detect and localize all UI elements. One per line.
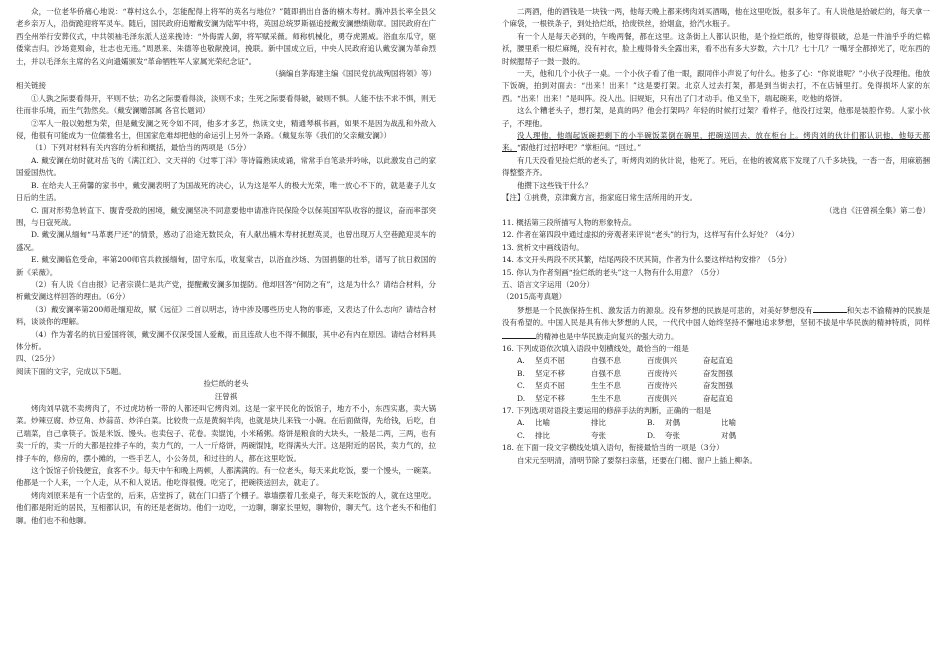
- option-choice: 坚贞不屈: [535, 381, 565, 391]
- option-choice: 奋起直追: [703, 356, 733, 366]
- fill-blank[interactable]: [813, 304, 847, 313]
- question-14: 14. 本文开头两段不厌其繁，结尾两段不厌其简，作者为什么要这样结构安排？（5分）: [502, 255, 792, 265]
- source-citation: （选自《汪曾祺全集》第二卷）: [825, 205, 930, 215]
- reading-paragraph: 众，一位老华侨痛心地说：“尊村这么小，怎能配得上将军的英名与地位？”随即捐出自备的楠木寿材。腾冲县长率全县父老乡亲万人，沿街跪迎将军灵车。随后，国民政府追赠戴安澜为陆军中将，英国总统罗斯福追授戴安澜懋绩勋章。国民政府在广西全州举行安葬仪式，中共领袖毛泽东派人送来挽诗：“外侮需人御，将军赋采薇。师称机械化，勇夺虎罴威。浴血东瓜守，驱倭棠吉归。沙场竟殒命，壮志也无违。”周恩来、朱德等也敬献挽词，挽联。新中国成立后，中央人民政府追认戴安澜为革命烈士，并以毛泽东主席的名义向遗孀颁发“革命牺牲军人家属光荣纪念证”。: [16, 7, 436, 66]
- story-paragraph: 他攒下这些钱干什么？: [517, 180, 592, 190]
- underlined-sentence: 没人理他，他端起饭碗把剩下的小半碗饭菜倒在碗里，把碗送回去，放在柜台上。烤肉刘的伙计们都认识他，他每天都来。: [502, 131, 930, 153]
- option-choice: 百废俱兴: [647, 393, 677, 403]
- option-row: [502, 380, 930, 392]
- story-paragraph: 烤肉刘早就不卖烤肉了，不过虎坊桥一带的人都还叫它烤肉刘。这是一家平民化的饭馆子，地方不小，东西实惠，卖大锅菜。炒辣豆腐、炒豆角、炒蒜苗、炒洋白菜。比较贵一点是黄焖羊肉，也就是块儿来钱一小碗。在后面做得，先给钱，后吃，自己端菜，自己拿筷子。饭是米饭、馒头。也卖包子、花卷。卖馄饨，小米稀粥。烙饼是粮食的大块头，一般是二两，三两，也有卖一斤的，卖一斤的大都是拉排子车的，卖力气的，一人一斤烙饼，两碗馄饨，吃得满头大汗。这是附近的居民，卖力气的，拉排子车的，修房的，摆小摊的，一些手艺人，小公务员，和过往的人，都在这里吃饭。: [16, 404, 436, 463]
- section-heading: 五、语言文字运用（20分）: [502, 279, 595, 289]
- question-15: 15. 你认为作者刻画“捡烂纸的老头”这一人物有什么用意？（5分）: [502, 267, 724, 277]
- question-18-text: 自宋元至明清，清明节除了要祭扫亲墓，还要在门楣、窗户上插上柳条。: [517, 455, 757, 465]
- option-choice: 奋发图强: [703, 368, 733, 378]
- option-letter: D.: [647, 430, 656, 440]
- option-choice: 夸张: [591, 430, 606, 440]
- related-link-item: ②军人一般以勉想为荣，但是戴安澜之死令如不同，他多才多艺，热读文史，精通琴棋书画，如果不是因为战乱和外敌入侵，他很有可能成为一位儒雅名士，但国家危难却把他的命运引上另外一条路。（戴复东等《我们的父亲戴安澜》）: [16, 118, 436, 141]
- question-stem: （3）戴安澜率第200师赴缅迎故，赋《远征》二首以明志，诗中涉及哪些历史人物的事迹，又表达了什么志向？请结合材料，谈谈你的理解。: [16, 304, 436, 327]
- option-letter: A.: [517, 418, 525, 428]
- option-row: [502, 430, 930, 442]
- footnote: 【注】①挑费，京津冀方言，指家庭日常生活所用的开支。: [502, 193, 697, 203]
- option-choice: 生生不息: [591, 393, 621, 403]
- option-choice: 奋发图强: [703, 381, 733, 391]
- instruction: 阅读下面的文字，完成以下5题。: [16, 366, 126, 376]
- option-letter: B.: [647, 418, 655, 428]
- question-16: 16. 下列成语依次填入语段中划横线处，最恰当的一组是: [502, 343, 689, 353]
- passage-text: 和矢志不渝精神的民族是没有希望的。中国人民是具有伟大梦想的人民，一代代中国人始终坚持不懈地追求梦想，坚韧不拔是中华民族的精神特质，同样: [502, 305, 931, 328]
- option-row: [502, 417, 930, 429]
- question-11: 11. 概括第三段所描写人物的形象特点。: [502, 217, 637, 227]
- option-row: [502, 393, 930, 405]
- question-17: 17. 下列选项对语段主要运用的修辞手法的判断，正确的一组是: [502, 406, 712, 415]
- option-row: [502, 368, 930, 380]
- option-row: [502, 355, 930, 367]
- option-d: D. 戴安澜从缅甸“马革裹尸还”的情景，感动了沿途无数民众，有人献出楠木寿材抚慰英灵，也曾出现万人空巷跪迎灵车的盛况。: [16, 230, 436, 252]
- option-choice: 自强不息: [591, 356, 621, 366]
- option-letter: A.: [517, 356, 525, 366]
- option-choice: 坚定不移: [535, 368, 565, 378]
- option-choice: 生生不息: [591, 381, 621, 391]
- question-13: 13. 赏析文中画线语句。: [502, 242, 584, 252]
- option-choice: 百废待兴: [647, 368, 677, 378]
- related-link-title: 相关链接: [16, 81, 46, 91]
- option-letter: D.: [517, 393, 526, 403]
- option-choice: 夸张: [665, 430, 680, 440]
- story-title: 捡烂纸的老头: [203, 379, 249, 389]
- option-e: E. 戴安澜临危受命，率第200师官兵救援缅甸，固守东瓜，收复棠吉，以浴血沙场、为国捐躯的壮举，谱写了抗日救国的新《采薇》。: [16, 255, 436, 277]
- option-choice: 坚贞不屈: [535, 356, 565, 366]
- option-choice: 排比: [591, 418, 606, 428]
- related-link-item: ①人孰之际要看得开，平则不怯；功名之际要看得淡，淡则不求；生死之际要看得破，破则不惧。人能不怯不求不惧，则无往而非乐境，而生气勃然矣。（戴安澜赠部属 各官长题词）: [16, 93, 436, 116]
- option-choice: 百废俱兴: [647, 356, 677, 366]
- story-text: “跟他打过招呼吧？”掌柜问。“回过。”: [517, 143, 642, 153]
- question-stem: （4）作为著名的抗日爱国将领，戴安澜不仅深受国人爱戴，而且连敌人也不得不佩服，其中必有内在原因。请结合材料具体分析。: [16, 329, 436, 351]
- option-letter: C.: [517, 430, 525, 440]
- question-12: 12. 作者在第四段中通过虚拟的旁观者来评说“老头”的行为，这样写有什么好处？（4分）: [502, 230, 799, 240]
- option-c: C. 面对形势急转直下、腹背受敌的困境，戴安澜坚决不同意要他申请准许民保险令以保英国军队收容的提议，奋而率部突围，与日寇死战。: [16, 205, 436, 227]
- option-choice: 对偶: [721, 430, 736, 440]
- option-choice: 坚定不移: [535, 393, 565, 403]
- story-paragraph: 烤肉刘原来是有一个店堂的，后来，店堂拆了，就在门口搭了个棚子。靠墙摆着几张桌子，每天来吃饭的人，就在这里吃。他们都是附近的居民，互相都认识，有的还是老街坊。他们一边吃，一边聊，聊家长里短，聊物价，聊天气。这个老头不和他们聊。他们也不和他聊。: [16, 490, 436, 525]
- story-paragraph: 有一个人是每天必到的，午晚两餐，都在这里。这条街上人都认识他，是个捡烂纸的，他穿得很破，总是一件油乎乎的烂棉袄，腰里系一根烂麻绳，没有衬衣，脸上瘦得骨头全露出来，看不出有多大岁数，六十几？七十几？一嘴牙全都掉光了，吃东西的时候腮帮子一鼓一鼓的。: [502, 31, 930, 66]
- question-18: 18. 在下面一段文字横线处填入语句，衔接最恰当的一项是（3分）: [502, 443, 724, 453]
- story-paragraph: [502, 130, 930, 155]
- option-choice: 对偶: [665, 418, 680, 428]
- option-a: A. 戴安澜在幼时就对岳飞的《满江红》、文天祥的《过零丁洋》等诗篇熟读成诵，常常手自笔录并吟咏，以此激发自己的家国爱国热忱。: [16, 155, 436, 178]
- question-17-options: [502, 417, 930, 442]
- story-paragraph: 二两酒，他的酒钱是一块钱一两，他每天晚上都来烤肉刘买酒喝，他在这里吃饭，很多年了。有人说他是拾破烂的，每天拿一个麻袋，一根铁条子，到处拾烂纸，拾废铁丝，拾烟盒，拾汽水瓶子。: [502, 7, 930, 29]
- option-choice: 自强不息: [591, 368, 621, 378]
- question-stem: （1）下列对材料有关内容的分析和概括，最恰当的两项是（5分）: [31, 143, 251, 153]
- option-choice: 奋起直追: [703, 393, 733, 403]
- passage-text: 的精神也是中华民族走向复兴的强大动力。: [536, 331, 679, 341]
- option-choice: 比喻: [535, 418, 550, 428]
- story-author: 汪曾祺: [214, 391, 238, 401]
- source-citation: （摘编自茅海建主编《国民党抗战殉国将领》等）: [271, 69, 436, 79]
- fill-blank[interactable]: [502, 330, 536, 339]
- section-heading: 四、（25分）: [16, 354, 60, 364]
- story-paragraph: 一天，他和几个小伙子一桌。一个小伙子看了他一眼，跟同伴小声说了句什么。他多了心：“你说谁呢？”小伙子没理他。他放下饭碗，拍到对面去：“出来！出来！”这是要打架。北京人过去打架，都是到当街去打，不在店铺里打。免得损坏人家的东西。“出来！出来！”是叫阵。没人出。旧规矩，只有出了门才动手。他又坐下，端起碗来，吃他的烙饼。: [502, 69, 930, 103]
- option-b: B. 在给夫人王荷馨的家书中，戴安澜表明了为国战死的决心，认为这是军人的极大光荣，唯一放心不下的，就是妻子儿女日后的生活。: [16, 180, 436, 203]
- question-16-options: [502, 355, 930, 405]
- option-letter: C.: [517, 381, 525, 391]
- question-stem: （2）有人说《自由报》记者宗谟仁是共产党，提醒戴安澜多加提防。他却回答“何防之有”，这是为什么？请结合材料，分析戴安澜这样回答的理由。（6分）: [16, 279, 436, 302]
- story-paragraph: 这个饭馆子价钱便宜，食客不少。每天中午和晚上两顿，人都满满的。有一位老头，每天来此吃饭，要一个馒头，一碗菜。他都是一个人来，一个人走，从不和人说话。他吃得很慢。吃完了，把碗筷送回去，就走了。: [16, 466, 436, 488]
- story-paragraph: 这么个糟老头子，想打架，是真的吗？他会打架吗？年轻的时候打过架？看样子，他没打过架，他那是装腔作势。人家小伙子，不理他。: [502, 106, 930, 128]
- option-choice: 比喻: [721, 418, 736, 428]
- story-paragraph: 有几天没看见捡烂纸的老头了，听烤肉刘的伙计说，他死了。死后，在他的被窝底下发现了八千多块钱，一沓一沓，用麻筋捆得整整齐齐。: [502, 155, 930, 178]
- option-letter: B.: [517, 368, 525, 378]
- left-column: [16, 6, 436, 527]
- option-choice: 百废待兴: [647, 381, 677, 391]
- exam-source: （2015高考真题）: [502, 292, 567, 302]
- language-passage: [502, 304, 930, 343]
- right-column: [502, 6, 930, 467]
- passage-text: 梦想是一个民族保持生机、激发活力的源泉。没有梦想的民族是可悲的，对美好梦想没有: [517, 305, 813, 315]
- option-choice: 排比: [535, 430, 550, 440]
